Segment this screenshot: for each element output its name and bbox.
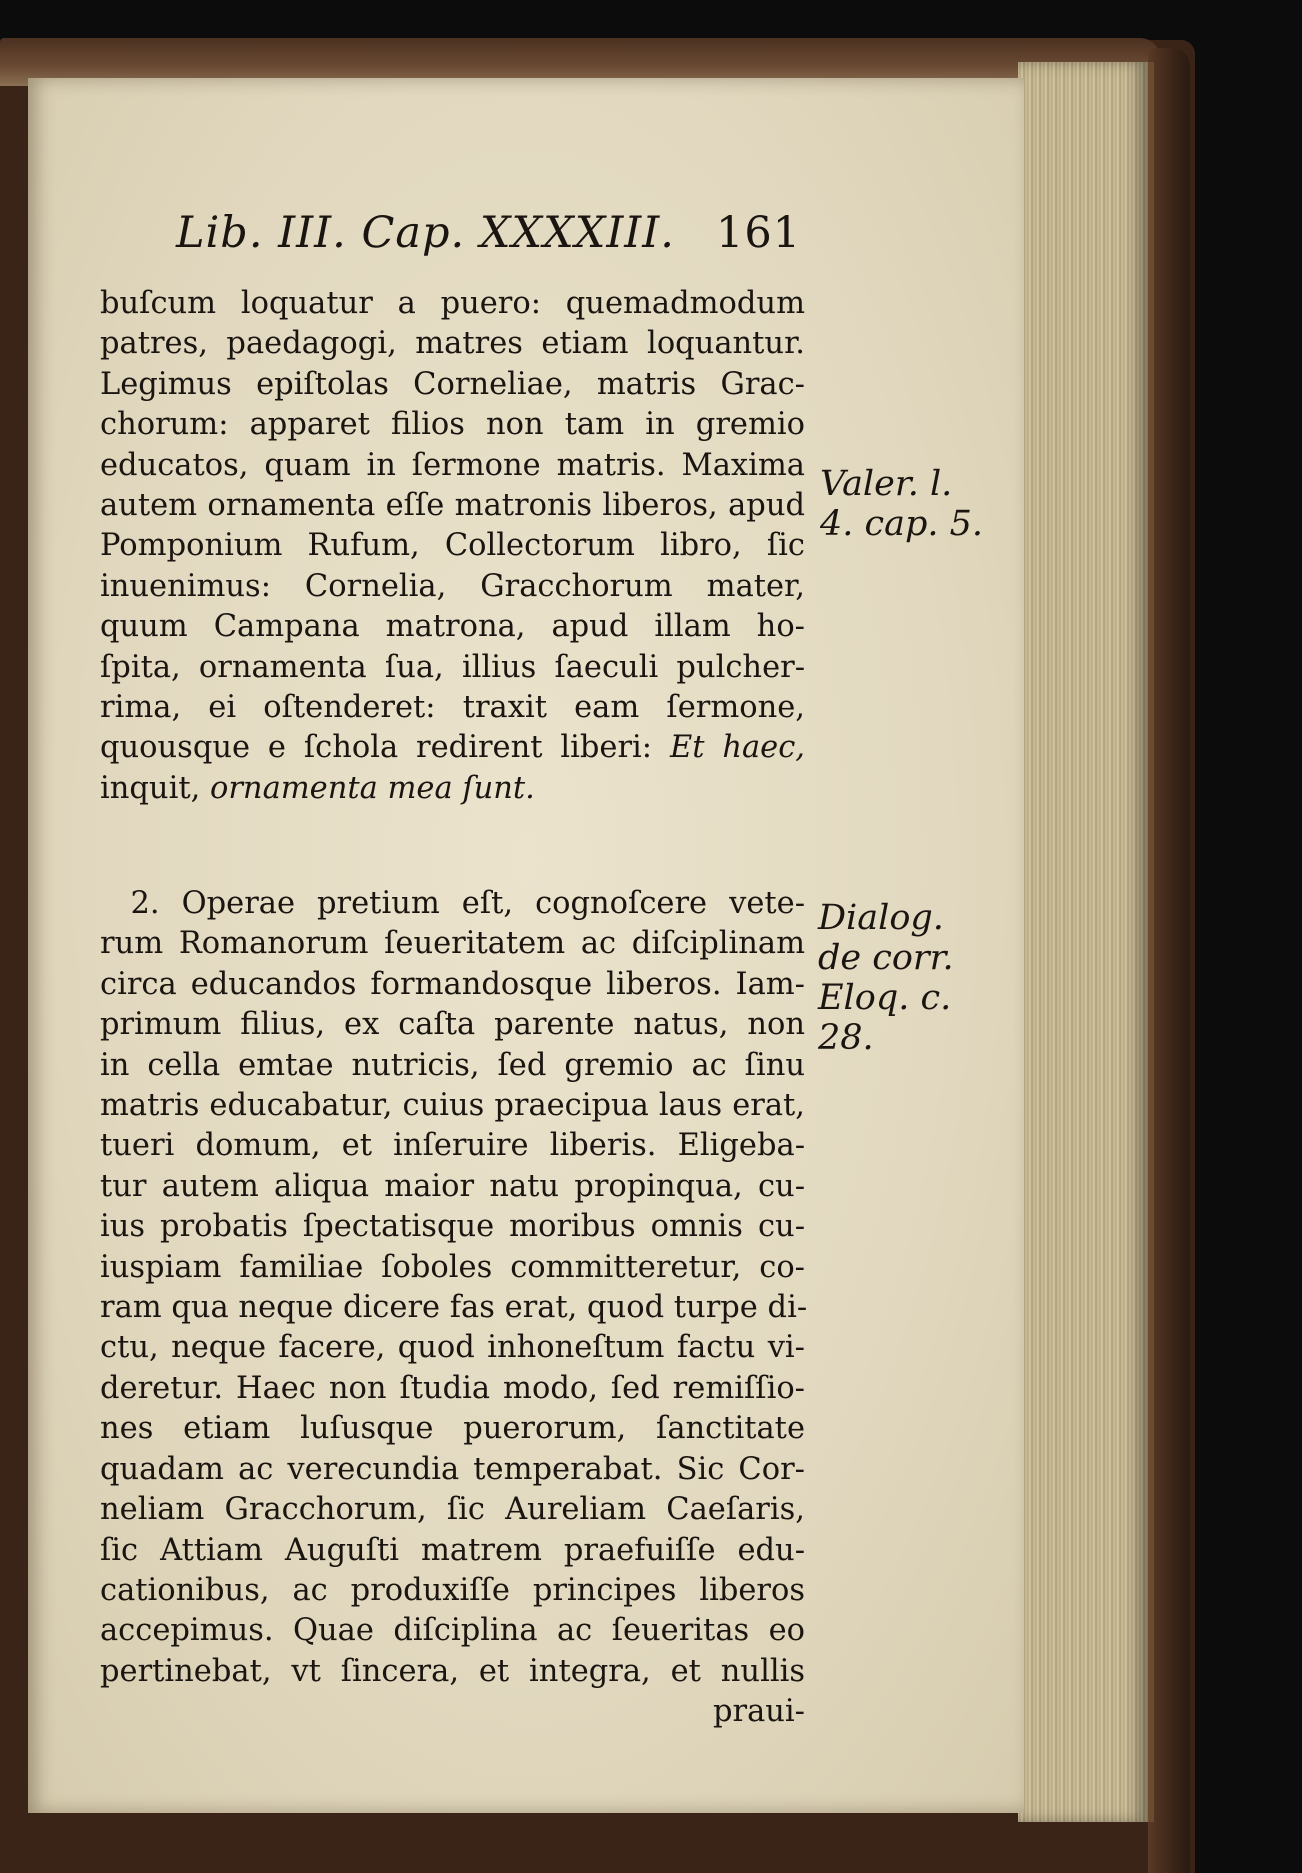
- paragraph-2: [100, 884, 808, 1733]
- book-page: [28, 78, 1024, 1813]
- marginal-note-1: [820, 464, 983, 544]
- text-segment: quousque e ſchola redirent liberi:: [100, 730, 653, 766]
- text-line: in cella emtae nutricis, ſed gremio ac ſinu: [100, 1047, 805, 1083]
- page-edges: [1018, 62, 1154, 1822]
- text-line: ctu, neque facere, quod inhoneſtum factu vi-: [100, 1330, 805, 1366]
- text-line: rima, ei oſtenderet: traxit eam ſermone,: [100, 690, 805, 726]
- text-line: educatos, quam in ſermone matris. Maxima: [100, 447, 805, 483]
- cover-spine-edge: [1148, 48, 1190, 1873]
- text-line: [100, 769, 805, 809]
- text-line: ram qua neque dicere fas erat, quod turpe di-: [100, 1290, 808, 1326]
- italic-quote: ornamenta mea ſunt.: [209, 770, 535, 806]
- text-line: Pomponium Rufum, Collectorum libro, ſic: [100, 528, 805, 564]
- text-line: tur autem aliqua maior natu propinqua, cu-: [100, 1168, 805, 1204]
- marginal-line: Dialog.: [818, 898, 944, 938]
- text-line: iuspiam familiae ſoboles committeretur, co-: [100, 1249, 805, 1285]
- paragraph-number: 2.: [130, 886, 160, 921]
- text-line: inuenimus: Cornelia, Gracchorum mater,: [100, 568, 805, 604]
- marginal-line: de corr.: [818, 938, 954, 978]
- text-segment: Operae pretium eſt, cognoſcere vete-: [181, 886, 805, 921]
- text-line: autem ornamenta eſſe matronis liberos, apud: [100, 488, 805, 524]
- italic-quote: Et haec,: [669, 730, 806, 766]
- text-line: rum Romanorum ſeueritatem ac diſciplinam: [100, 926, 805, 962]
- text-line: nes etiam luſusque puerorum, ſanctitate: [100, 1411, 805, 1447]
- text-line: quadam ac verecundia temperabat. Sic Cor-: [100, 1451, 805, 1487]
- catchword: praui-: [713, 1694, 805, 1730]
- text-line: matris educabatur, cuius praecipua laus erat,: [100, 1088, 805, 1124]
- text-segment: inquit,: [100, 770, 201, 806]
- marginal-line: Eloq. c.: [818, 978, 952, 1018]
- text-line: quum Campana matrona, apud illam ho-: [100, 609, 805, 645]
- text-line: cationibus, ac produxiſſe principes liberos: [100, 1572, 805, 1608]
- running-head: [28, 208, 813, 258]
- marginal-line: Valer. l.: [820, 464, 953, 504]
- page-number: 161: [716, 208, 802, 258]
- text-line: circa educandos formandosque liberos. Iam-: [100, 966, 805, 1002]
- text-line: buſcum loquatur a puero: quemadmodum: [100, 286, 805, 321]
- text-line: ſic Attiam Auguſti matrem praefuiſſe edu-: [100, 1532, 805, 1568]
- marginal-line: 28.: [818, 1018, 874, 1058]
- text-line: ſpita, ornamenta ſua, illius ſaeculi pulcher-: [100, 649, 805, 685]
- paragraph-1: [100, 284, 805, 809]
- text-line: [100, 884, 805, 924]
- text-line: pertinebat, vt ſincera, et integra, et nullis: [100, 1653, 805, 1689]
- text-line: patres, paedagogi, matres etiam loquantur.: [100, 326, 805, 362]
- text-line: deretur. Haec non ſtudia modo, ſed remiſſio-: [100, 1370, 805, 1406]
- text-line: ius probatis ſpectatisque moribus omnis cu-: [100, 1209, 805, 1245]
- text-line: chorum: apparet filios non tam in gremio: [100, 407, 805, 443]
- text-line: Legimus epiſtolas Corneliae, matris Grac-: [100, 366, 805, 402]
- marginal-note-2: [818, 898, 954, 1058]
- running-title: Lib. III. Cap. XXXXIII.: [176, 208, 675, 258]
- text-line: [100, 728, 805, 768]
- text-line: neliam Gracchorum, ſic Aureliam Caeſaris,: [100, 1492, 805, 1528]
- marginal-line: 4. cap. 5.: [820, 504, 984, 544]
- text-line: tueri domum, et inſeruire liberis. Eligeba-: [100, 1128, 805, 1164]
- text-line: primum filius, ex caſta parente natus, non: [100, 1007, 805, 1043]
- text-line: accepimus. Quae diſciplina ac ſeueritas eo: [100, 1613, 805, 1649]
